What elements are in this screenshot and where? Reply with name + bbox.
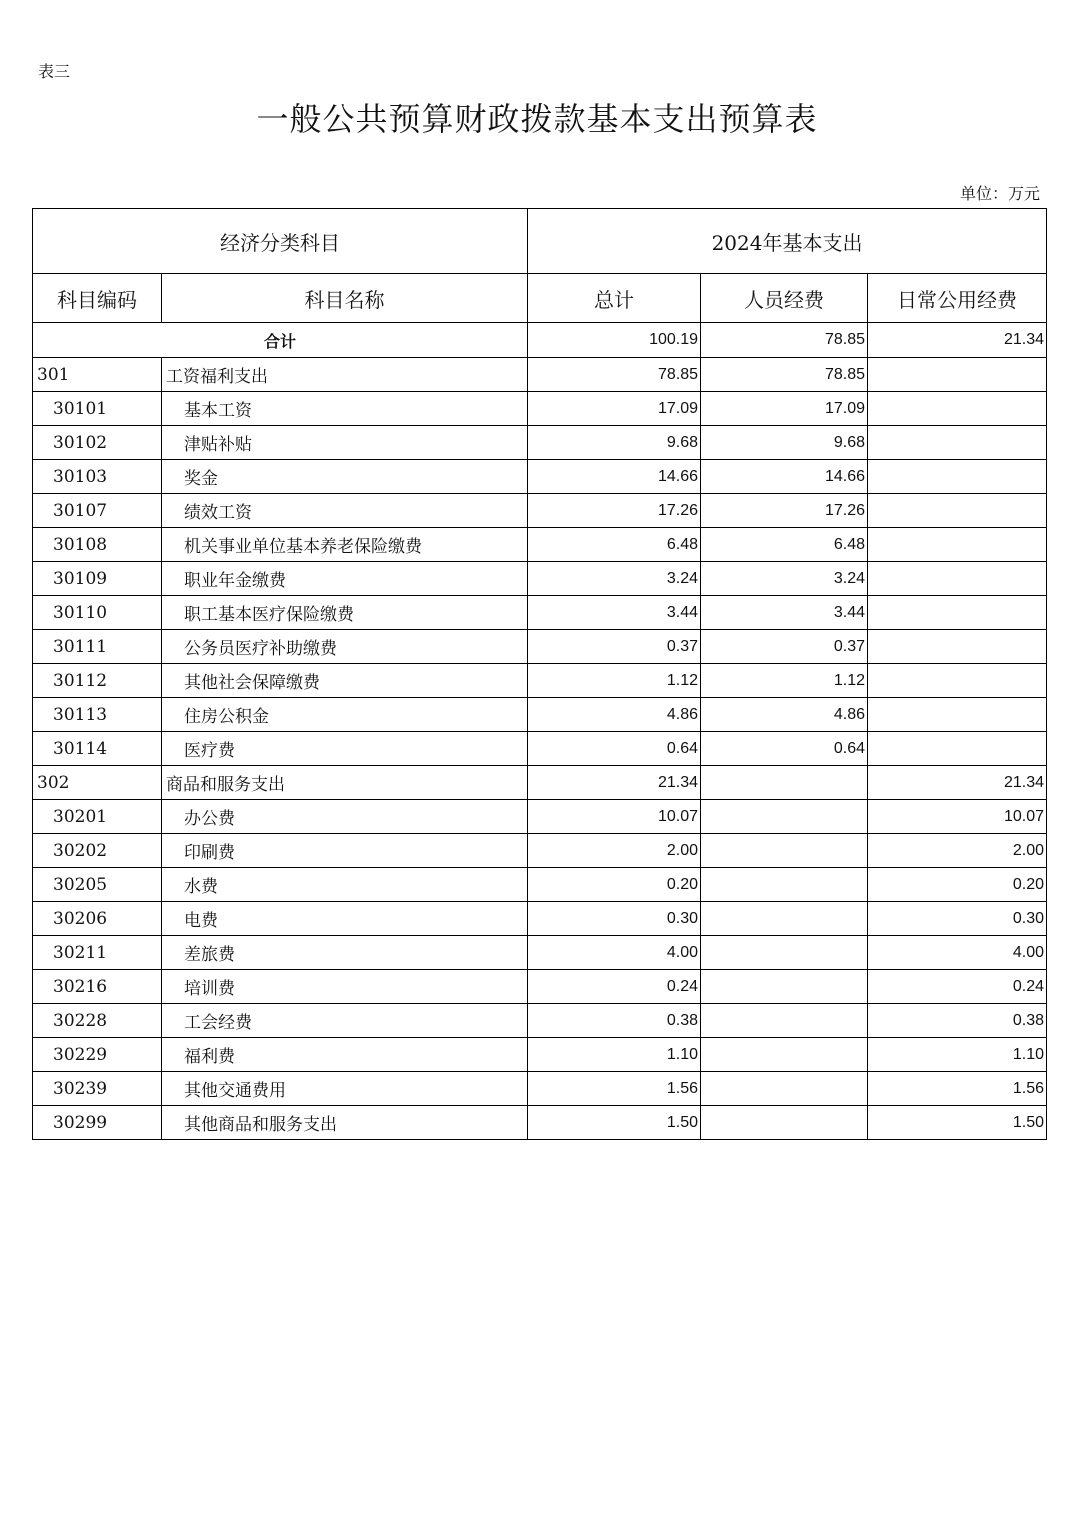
table-row — [33, 1004, 1047, 1038]
row-personnel — [701, 1004, 868, 1038]
row-personnel: 17.09 — [701, 392, 868, 426]
row-total: 9.68 — [528, 426, 701, 460]
row-personnel: 0.37 — [701, 630, 868, 664]
row-personnel — [701, 800, 868, 834]
table-row — [33, 766, 1047, 800]
row-total: 6.48 — [528, 528, 701, 562]
row-code: 30201 — [33, 800, 162, 834]
row-name: 水费 — [162, 868, 528, 902]
row-total: 1.56 — [528, 1072, 701, 1106]
table-label: 表三 — [38, 62, 71, 81]
table-row — [33, 698, 1047, 732]
row-code: 30107 — [33, 494, 162, 528]
row-public: 1.10 — [868, 1038, 1047, 1072]
row-total: 3.44 — [528, 596, 701, 630]
table-row — [33, 664, 1047, 698]
row-personnel: 14.66 — [701, 460, 868, 494]
row-public — [868, 698, 1047, 732]
header-total: 总计 — [528, 274, 701, 323]
row-public — [868, 562, 1047, 596]
row-code: 30102 — [33, 426, 162, 460]
table-row — [33, 528, 1047, 562]
row-personnel — [701, 902, 868, 936]
table-row — [33, 392, 1047, 426]
total-label: 合计 — [33, 323, 528, 358]
row-public — [868, 392, 1047, 426]
row-personnel: 4.86 — [701, 698, 868, 732]
row-public — [868, 630, 1047, 664]
row-public — [868, 494, 1047, 528]
row-personnel — [701, 868, 868, 902]
row-total: 1.10 — [528, 1038, 701, 1072]
row-personnel — [701, 936, 868, 970]
row-code: 30109 — [33, 562, 162, 596]
row-total: 2.00 — [528, 834, 701, 868]
table-row — [33, 358, 1047, 392]
header-personnel: 人员经费 — [701, 274, 868, 323]
row-name: 商品和服务支出 — [162, 766, 528, 800]
row-name: 职工基本医疗保险缴费 — [162, 596, 528, 630]
row-public — [868, 596, 1047, 630]
row-name: 职业年金缴费 — [162, 562, 528, 596]
row-code: 30101 — [33, 392, 162, 426]
row-total: 1.50 — [528, 1106, 701, 1140]
row-personnel — [701, 1106, 868, 1140]
row-name: 基本工资 — [162, 392, 528, 426]
row-name: 培训费 — [162, 970, 528, 1004]
row-name: 办公费 — [162, 800, 528, 834]
row-personnel: 3.24 — [701, 562, 868, 596]
row-total: 0.20 — [528, 868, 701, 902]
table-row — [33, 834, 1047, 868]
table-row — [33, 494, 1047, 528]
unit-label: 单位：万元 — [959, 184, 1040, 203]
row-public — [868, 358, 1047, 392]
table-row — [33, 596, 1047, 630]
table-row — [33, 460, 1047, 494]
row-name: 差旅费 — [162, 936, 528, 970]
row-code: 30112 — [33, 664, 162, 698]
row-name: 印刷费 — [162, 834, 528, 868]
row-personnel — [701, 1072, 868, 1106]
row-code: 30216 — [33, 970, 162, 1004]
row-personnel — [701, 970, 868, 1004]
table-row — [33, 936, 1047, 970]
row-public — [868, 528, 1047, 562]
row-personnel: 0.64 — [701, 732, 868, 766]
row-name: 电费 — [162, 902, 528, 936]
row-code: 30202 — [33, 834, 162, 868]
total-public: 21.34 — [868, 323, 1047, 358]
row-total: 4.00 — [528, 936, 701, 970]
table-row — [33, 1106, 1047, 1140]
total-total: 100.19 — [528, 323, 701, 358]
row-personnel — [701, 1038, 868, 1072]
header-code: 科目编码 — [33, 274, 162, 323]
row-public — [868, 460, 1047, 494]
row-public: 10.07 — [868, 800, 1047, 834]
row-public: 4.00 — [868, 936, 1047, 970]
row-public — [868, 732, 1047, 766]
row-total: 3.24 — [528, 562, 701, 596]
row-name: 医疗费 — [162, 732, 528, 766]
row-code: 30111 — [33, 630, 162, 664]
row-name: 津贴补贴 — [162, 426, 528, 460]
row-public: 1.50 — [868, 1106, 1047, 1140]
row-name: 其他商品和服务支出 — [162, 1106, 528, 1140]
row-total: 0.24 — [528, 970, 701, 1004]
row-total: 4.86 — [528, 698, 701, 732]
row-personnel: 17.26 — [701, 494, 868, 528]
row-name: 公务员医疗补助缴费 — [162, 630, 528, 664]
row-total: 10.07 — [528, 800, 701, 834]
row-name: 绩效工资 — [162, 494, 528, 528]
row-public: 0.24 — [868, 970, 1047, 1004]
row-personnel: 9.68 — [701, 426, 868, 460]
row-name: 福利费 — [162, 1038, 528, 1072]
table-row — [33, 732, 1047, 766]
row-public — [868, 664, 1047, 698]
table-row — [33, 426, 1047, 460]
row-name: 住房公积金 — [162, 698, 528, 732]
row-total: 14.66 — [528, 460, 701, 494]
row-code: 301 — [33, 358, 162, 392]
row-personnel: 1.12 — [701, 664, 868, 698]
row-public: 0.20 — [868, 868, 1047, 902]
row-code: 30114 — [33, 732, 162, 766]
row-code: 302 — [33, 766, 162, 800]
table-row — [33, 800, 1047, 834]
row-name: 其他社会保障缴费 — [162, 664, 528, 698]
table-row — [33, 970, 1047, 1004]
table-body — [33, 209, 1047, 1140]
row-code: 30299 — [33, 1106, 162, 1140]
table-row — [33, 868, 1047, 902]
table-row — [33, 630, 1047, 664]
row-total: 0.37 — [528, 630, 701, 664]
row-total: 1.12 — [528, 664, 701, 698]
row-public: 2.00 — [868, 834, 1047, 868]
row-code: 30239 — [33, 1072, 162, 1106]
row-code: 30110 — [33, 596, 162, 630]
table-row — [33, 1072, 1047, 1106]
total-personnel: 78.85 — [701, 323, 868, 358]
row-total: 17.09 — [528, 392, 701, 426]
row-name: 奖金 — [162, 460, 528, 494]
row-total: 78.85 — [528, 358, 701, 392]
row-name: 工资福利支出 — [162, 358, 528, 392]
row-total: 17.26 — [528, 494, 701, 528]
row-name: 其他交通费用 — [162, 1072, 528, 1106]
row-name: 机关事业单位基本养老保险缴费 — [162, 528, 528, 562]
table-row — [33, 562, 1047, 596]
row-personnel — [701, 766, 868, 800]
row-code: 30206 — [33, 902, 162, 936]
row-personnel: 6.48 — [701, 528, 868, 562]
header-year-expense: 2024年基本支出 — [528, 209, 1047, 274]
row-code: 30113 — [33, 698, 162, 732]
table-row — [33, 902, 1047, 936]
row-public — [868, 426, 1047, 460]
header-row-1 — [33, 209, 1047, 274]
row-public: 0.38 — [868, 1004, 1047, 1038]
header-econ-category: 经济分类科目 — [33, 209, 528, 274]
row-public: 21.34 — [868, 766, 1047, 800]
header-public: 日常公用经费 — [868, 274, 1047, 323]
row-code: 30228 — [33, 1004, 162, 1038]
header-row-2 — [33, 274, 1047, 323]
header-name: 科目名称 — [162, 274, 528, 323]
row-personnel — [701, 834, 868, 868]
row-public: 1.56 — [868, 1072, 1047, 1106]
row-total: 21.34 — [528, 766, 701, 800]
page-title: 一般公共预算财政拨款基本支出预算表 — [256, 100, 818, 138]
total-row — [33, 323, 1047, 358]
row-personnel: 78.85 — [701, 358, 868, 392]
row-total: 0.30 — [528, 902, 701, 936]
row-code: 30229 — [33, 1038, 162, 1072]
row-code: 30108 — [33, 528, 162, 562]
row-total: 0.38 — [528, 1004, 701, 1038]
row-code: 30103 — [33, 460, 162, 494]
row-name: 工会经费 — [162, 1004, 528, 1038]
row-personnel: 3.44 — [701, 596, 868, 630]
row-public: 0.30 — [868, 902, 1047, 936]
row-total: 0.64 — [528, 732, 701, 766]
row-code: 30205 — [33, 868, 162, 902]
table-row — [33, 1038, 1047, 1072]
budget-table — [32, 208, 1047, 1140]
row-code: 30211 — [33, 936, 162, 970]
